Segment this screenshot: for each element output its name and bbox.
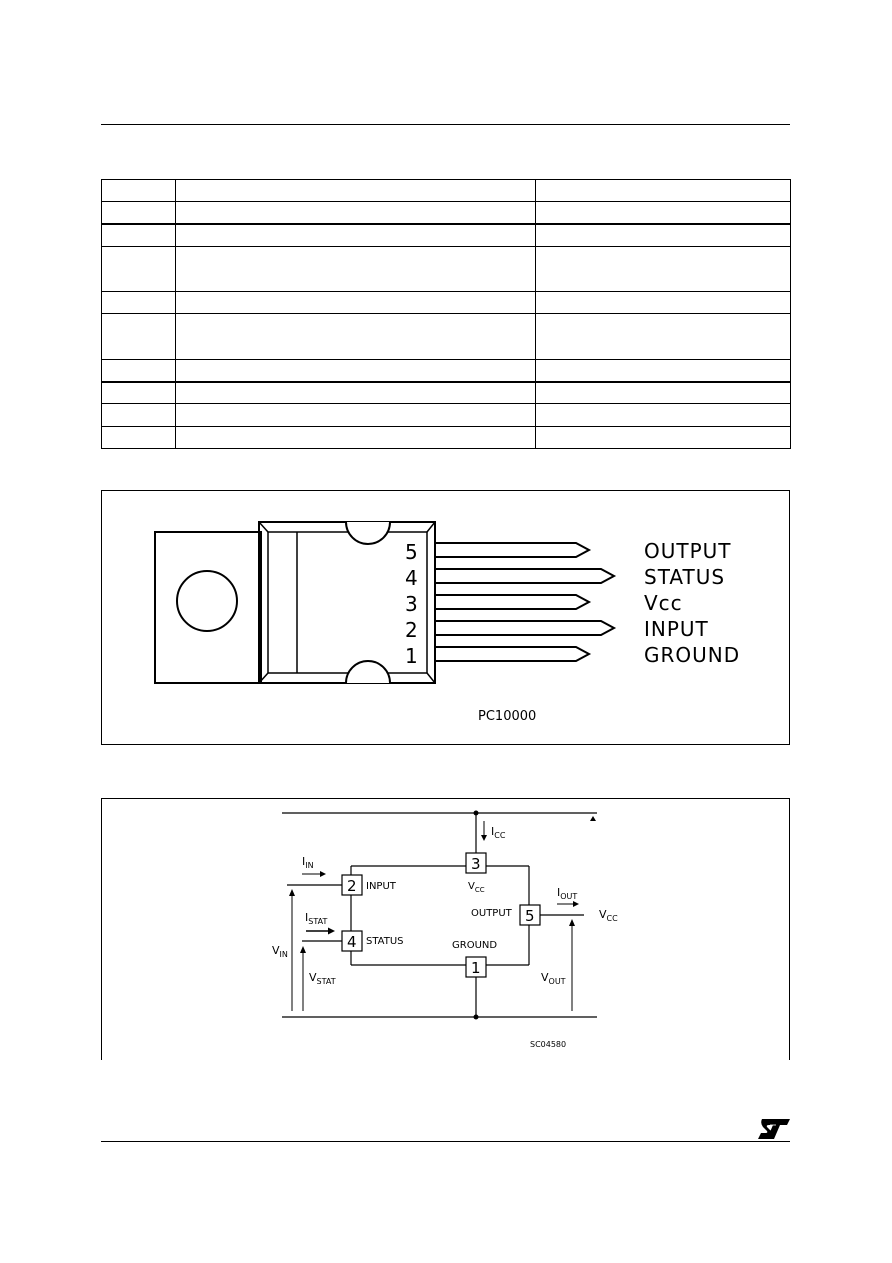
package-body-inner — [268, 532, 427, 673]
pin-number-vcc: 3 — [471, 855, 481, 873]
figure-code: PC10000 — [478, 709, 537, 724]
pin-label-output: OUTPUT — [644, 539, 732, 563]
table-row — [102, 224, 791, 246]
table-row — [102, 246, 791, 292]
pin-number-1: 1 — [405, 644, 418, 668]
vout-label: $V_{OUT}$ — [541, 971, 566, 986]
lead-pin-5 — [435, 543, 589, 557]
ground-pin-label: GROUND — [452, 940, 498, 951]
vstat-label: $V_{STAT}$ — [309, 971, 336, 986]
vcc-pin-label: $V_{CC}$ — [468, 881, 485, 894]
vin-label: $V_{IN}$ — [272, 944, 288, 959]
table-row — [102, 359, 791, 381]
package-pinout-figure — [101, 490, 790, 745]
table-row — [102, 180, 791, 202]
lead-pin-1 — [435, 647, 589, 661]
status-pin-label: STATUS — [366, 936, 404, 947]
table-row — [102, 292, 791, 314]
header-rule — [101, 124, 790, 125]
pin-label-vcc: Vcc — [644, 591, 683, 615]
pin-number-output: 5 — [525, 907, 535, 925]
lead-pin-4 — [435, 569, 614, 583]
pin-label-input: INPUT — [644, 617, 709, 641]
table-row — [102, 382, 791, 404]
st-logo — [756, 1117, 792, 1141]
pin-label-status: STATUS — [644, 565, 726, 589]
footer-rule — [101, 1141, 790, 1142]
input-pin-label: INPUT — [366, 881, 396, 892]
iout-label: $I_{OUT}$ — [557, 886, 578, 901]
vcc-right-label: $V_{CC}$ — [599, 908, 618, 923]
package-tab — [155, 532, 261, 683]
top-notch — [346, 522, 390, 544]
lead-pin-2 — [435, 621, 614, 635]
icc-label: $I_{CC}$ — [491, 825, 506, 840]
table-row — [102, 426, 791, 448]
pin-number-ground: 1 — [471, 959, 481, 977]
output-pin-label: OUTPUT — [471, 908, 512, 919]
package-drawing — [102, 491, 789, 744]
bottom-notch — [346, 661, 390, 683]
current-voltage-conventions-figure — [101, 798, 790, 1060]
pin-number-2: 2 — [405, 618, 418, 642]
pin-function-table — [101, 179, 791, 449]
table-row — [102, 404, 791, 426]
pin-number-status: 4 — [347, 933, 357, 951]
pin-number-input: 2 — [347, 877, 357, 895]
table-row — [102, 314, 791, 360]
iin-label: $I_{IN}$ — [302, 855, 314, 870]
schematic-drawing — [102, 799, 789, 1061]
mounting-hole — [177, 571, 237, 631]
figure-code: SC04580 — [530, 1040, 567, 1049]
pin-number-5: 5 — [405, 540, 418, 564]
pin-number-3: 3 — [405, 592, 418, 616]
istat-label: $I_{STAT}$ — [305, 911, 328, 926]
table-row — [102, 202, 791, 224]
lead-pin-3 — [435, 595, 589, 609]
pin-number-4: 4 — [405, 566, 418, 590]
pin-label-ground: GROUND — [644, 643, 741, 667]
